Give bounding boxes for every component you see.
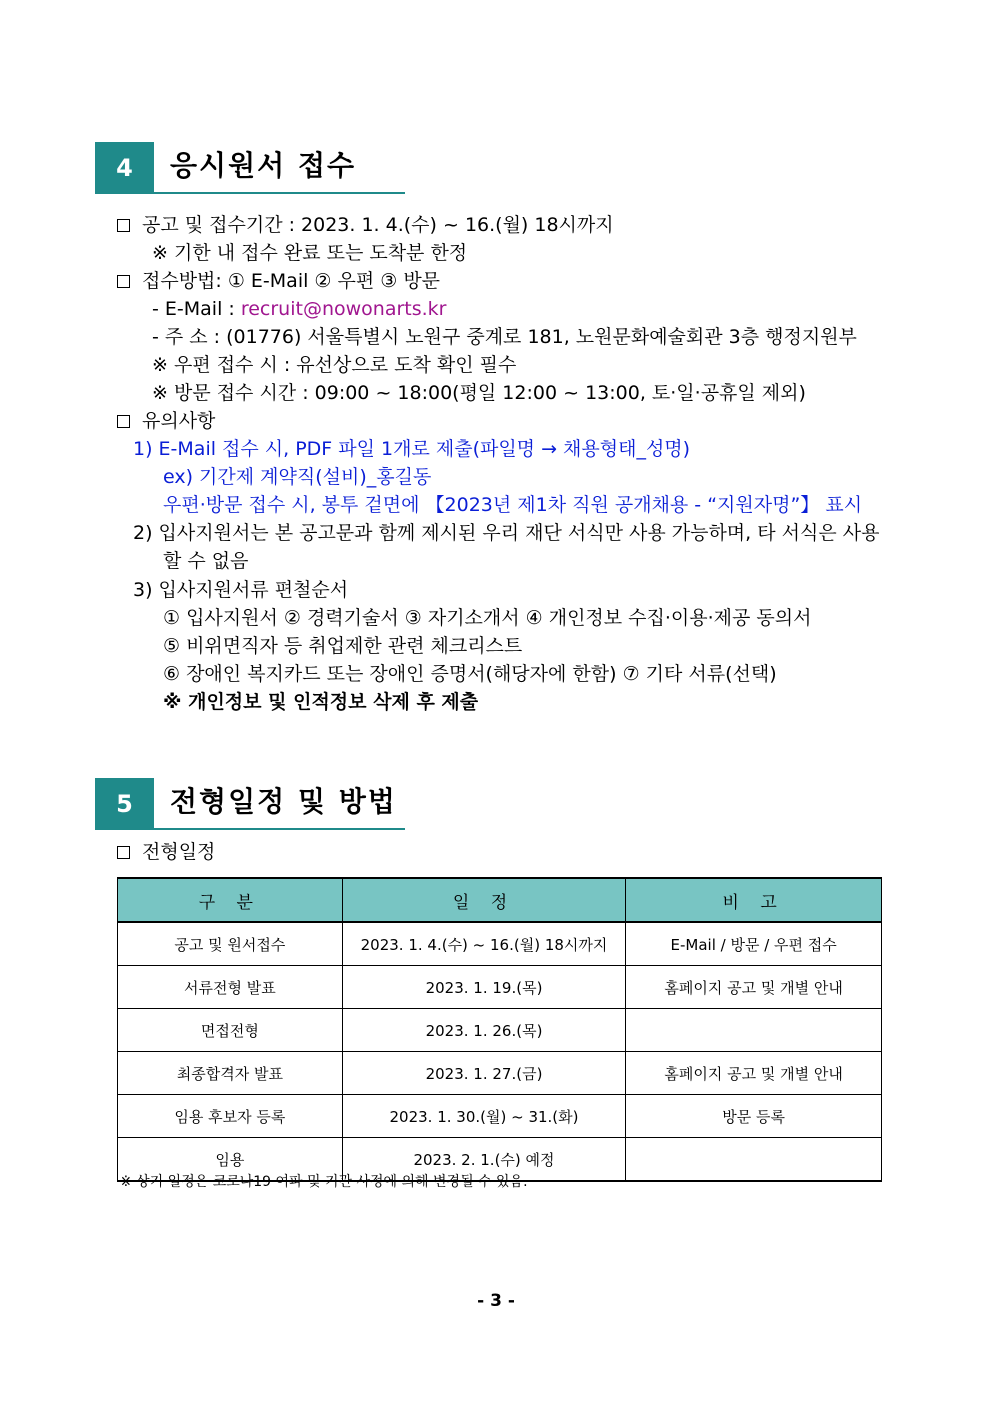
section-title: 전형일정 및 방법 <box>170 785 397 818</box>
cell-schedule: 2023. 1. 27.(금) <box>342 1052 626 1095</box>
cell-category: 임용 후보자 등록 <box>118 1095 343 1138</box>
checkbox-square-icon <box>117 275 130 288</box>
checkbox-square-icon <box>117 219 130 232</box>
cell-remarks: 방문 등록 <box>626 1095 882 1138</box>
email-line <box>152 297 447 321</box>
order-note: ※ 개인정보 및 인적정보 삭제 후 제출 <box>163 691 479 713</box>
cell-schedule: 2023. 1. 30.(월) ~ 31.(화) <box>342 1095 626 1138</box>
order-line-2: ⑤ 비위면직자 등 취업제한 관련 체크리스트 <box>163 635 523 657</box>
period-line <box>117 213 614 237</box>
table-row <box>118 966 882 1009</box>
cell-schedule: 2023. 1. 19.(목) <box>342 966 626 1009</box>
cell-category: 공고 및 원서접수 <box>118 922 343 966</box>
header-category: 구 분 <box>118 878 343 922</box>
cell-schedule: 2023. 1. 4.(수) ~ 16.(월) 18시까지 <box>342 922 626 966</box>
section-number: 5 <box>95 778 154 830</box>
page-number: - 3 - <box>477 1291 515 1311</box>
cell-schedule: 2023. 1. 26.(목) <box>342 1009 626 1052</box>
mail-note: ※ 우편 접수 시 : 유선상으로 도착 확인 필수 <box>152 354 517 376</box>
caution-1c: 우편·방문 접수 시, 봉투 겉면에 【2023년 제1차 직원 공개채용 - “지원자명”】 표시 <box>163 494 863 516</box>
cell-category: 임용 <box>118 1138 343 1182</box>
caution-1b: ex) 기간제 계약직(설비)_홍길동 <box>163 466 432 488</box>
header-schedule: 일 정 <box>342 878 626 922</box>
table-row <box>118 922 882 966</box>
header-remarks: 비 고 <box>626 878 882 922</box>
email-label: - E-Mail : <box>152 298 241 320</box>
cell-remarks: 홈페이지 공고 및 개별 안내 <box>626 966 882 1009</box>
cell-category: 최종합격자 발표 <box>118 1052 343 1095</box>
table-row <box>118 1095 882 1138</box>
section-underline <box>154 192 405 194</box>
section-5-header <box>95 778 405 830</box>
address-line: - 주 소 : (01776) 서울특별시 노원구 중계로 181, 노원문화예술회관 3층 행정지원부 <box>152 326 857 348</box>
visit-note: ※ 방문 접수 시간 : 09:00 ~ 18:00(평일 12:00 ~ 13:00, 토·일·공휴일 제외) <box>152 382 806 404</box>
caution-3: 3) 입사지원서류 편철순서 <box>133 579 349 601</box>
caution-2b: 할 수 없음 <box>163 550 249 572</box>
schedule-note: ※ 상기 일정은 코로나19 여파 및 기관 사정에 의해 변경될 수 있음. <box>120 1174 528 1190</box>
schedule-table <box>117 877 882 1182</box>
section-title: 응시원서 접수 <box>170 149 357 182</box>
method-line <box>117 269 440 293</box>
order-line-1: ① 입사지원서 ② 경력기술서 ③ 자기소개서 ④ 개인정보 수집·이용·제공 동의서 <box>163 607 812 629</box>
cell-category: 서류전형 발표 <box>118 966 343 1009</box>
caution-2a: 2) 입사지원서는 본 공고문과 함께 제시된 우리 재단 서식만 사용 가능하며, 타 서식은 사용 <box>133 522 880 544</box>
section-underline <box>154 828 405 830</box>
table-row <box>118 1052 882 1095</box>
section-4-header <box>95 142 405 194</box>
cell-remarks: E-Mail / 방문 / 우편 접수 <box>626 922 882 966</box>
cell-remarks: 홈페이지 공고 및 개별 안내 <box>626 1052 882 1095</box>
cell-remarks <box>626 1009 882 1052</box>
schedule-title: 전형일정 <box>142 841 216 863</box>
cell-schedule: 2023. 2. 1.(수) 예정 <box>342 1138 626 1182</box>
checkbox-square-icon <box>117 415 130 428</box>
period-text: 공고 및 접수기간 : 2023. 1. 4.(수) ~ 16.(월) 18시까지 <box>142 214 614 236</box>
order-line-3: ⑥ 장애인 복지카드 또는 장애인 증명서(해당자에 한함) ⑦ 기타 서류(선택) <box>163 663 777 685</box>
email-link[interactable]: recruit@nowonarts.kr <box>240 298 447 320</box>
cautions-title: 유의사항 <box>142 410 216 432</box>
section-number: 4 <box>95 142 154 194</box>
period-note: ※ 기한 내 접수 완료 또는 도착분 한정 <box>152 242 468 264</box>
cell-category: 면접전형 <box>118 1009 343 1052</box>
method-text: 접수방법: ① E-Mail ② 우편 ③ 방문 <box>142 270 441 292</box>
checkbox-square-icon <box>117 846 130 859</box>
schedule-heading <box>117 840 215 864</box>
cell-remarks <box>626 1138 882 1182</box>
table-row <box>118 1009 882 1052</box>
table-header-row <box>118 878 882 922</box>
cautions-heading <box>117 409 215 433</box>
caution-1a: 1) E-Mail 접수 시, PDF 파일 1개로 제출(파일명 → 채용형태_성명) <box>133 438 691 460</box>
